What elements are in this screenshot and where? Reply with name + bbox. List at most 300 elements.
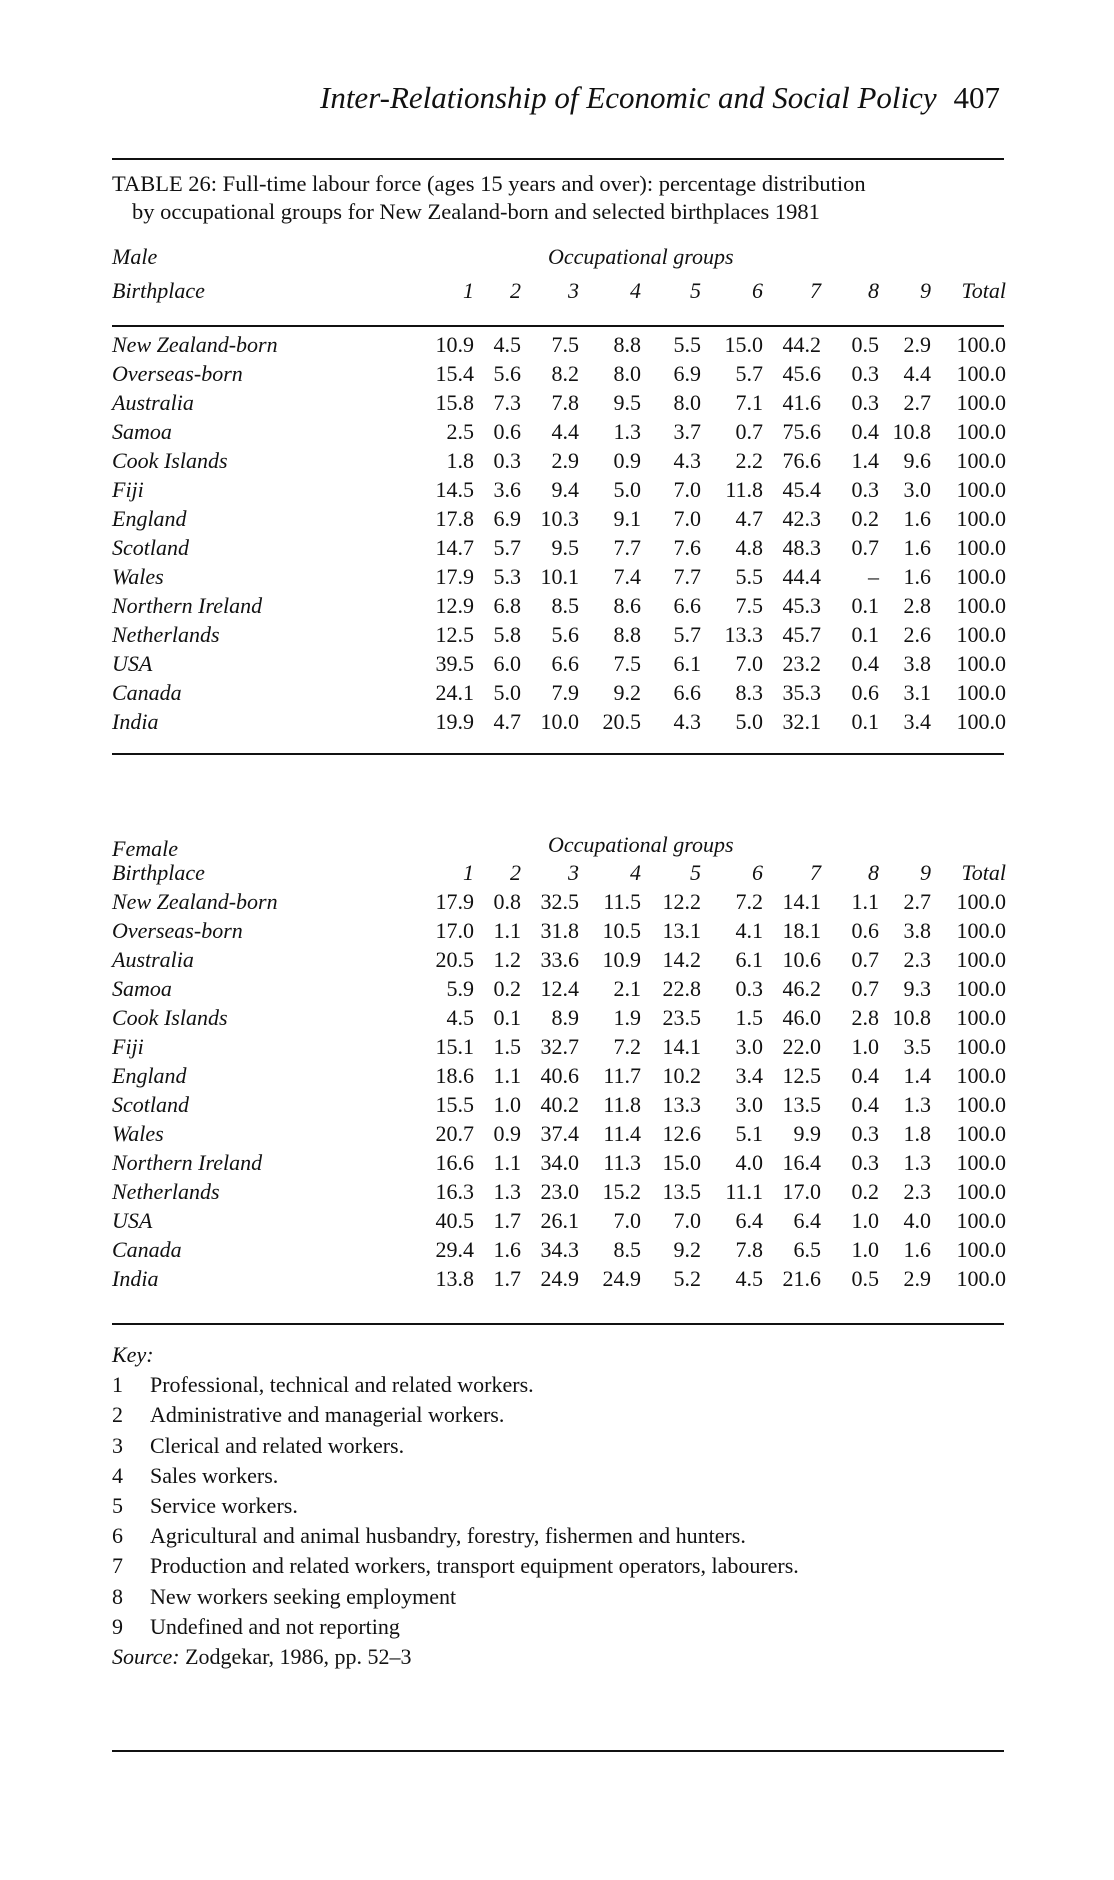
source-label: Source: bbox=[112, 1644, 180, 1670]
table-row bbox=[112, 1264, 1006, 1293]
key-item bbox=[112, 1521, 1004, 1551]
value-cell: 100.0 bbox=[956, 888, 1006, 914]
value-cell: 12.6 bbox=[662, 1120, 701, 1146]
value-cell: 100.0 bbox=[956, 917, 1006, 943]
value-cell: 1.3 bbox=[493, 1178, 521, 1204]
birthplace-column-header: Birthplace bbox=[112, 277, 205, 303]
value-cell: 7.0 bbox=[613, 1207, 641, 1233]
birthplace-cell: Wales bbox=[112, 1120, 164, 1146]
value-cell: 17.0 bbox=[782, 1178, 821, 1204]
value-cell: 0.2 bbox=[851, 1178, 879, 1204]
value-cell: 100.0 bbox=[956, 1091, 1006, 1117]
value-cell: 10.1 bbox=[540, 563, 579, 589]
value-cell: 8.5 bbox=[551, 592, 579, 618]
value-cell: 13.1 bbox=[662, 917, 701, 943]
column-header-5: 5 bbox=[690, 277, 701, 303]
value-cell: 6.9 bbox=[493, 505, 521, 531]
value-cell: 7.3 bbox=[493, 389, 521, 415]
value-cell: 4.4 bbox=[551, 418, 579, 444]
column-header-2: 2 bbox=[510, 859, 521, 885]
table-row bbox=[112, 591, 1006, 620]
birthplace-cell: USA bbox=[112, 1207, 153, 1233]
value-cell: 0.4 bbox=[851, 650, 879, 676]
value-cell: 3.0 bbox=[735, 1091, 763, 1117]
value-cell: 8.8 bbox=[613, 331, 641, 357]
value-cell: 0.4 bbox=[851, 418, 879, 444]
value-cell: 0.3 bbox=[493, 447, 521, 473]
value-cell: 5.0 bbox=[735, 708, 763, 734]
birthplace-cell: Canada bbox=[112, 679, 182, 705]
value-cell: 15.2 bbox=[602, 1178, 641, 1204]
male-column-header-row bbox=[112, 276, 1006, 305]
male-table bbox=[112, 276, 1006, 736]
value-cell: 2.7 bbox=[903, 888, 931, 914]
value-cell: 9.2 bbox=[613, 679, 641, 705]
value-cell: 44.2 bbox=[782, 331, 821, 357]
value-cell: 1.3 bbox=[903, 1091, 931, 1117]
birthplace-cell: USA bbox=[112, 650, 153, 676]
value-cell: 15.0 bbox=[724, 331, 763, 357]
key-item-text: Clerical and related workers. bbox=[150, 1432, 405, 1458]
value-cell: 46.0 bbox=[782, 1004, 821, 1030]
value-cell: 24.1 bbox=[435, 679, 474, 705]
column-header-9: 9 bbox=[920, 277, 931, 303]
value-cell: 18.6 bbox=[435, 1062, 474, 1088]
value-cell: 13.5 bbox=[782, 1091, 821, 1117]
birthplace-cell: Samoa bbox=[112, 975, 172, 1001]
value-cell: 7.1 bbox=[735, 389, 763, 415]
key-item bbox=[112, 1551, 1004, 1581]
value-cell: 0.2 bbox=[851, 505, 879, 531]
table-row bbox=[112, 1177, 1006, 1206]
value-cell: 11.7 bbox=[603, 1062, 641, 1088]
value-cell: 3.0 bbox=[903, 476, 931, 502]
key-item-number: 7 bbox=[112, 1553, 123, 1579]
value-cell: 2.9 bbox=[551, 447, 579, 473]
birthplace-cell: Canada bbox=[112, 1236, 182, 1262]
column-header-7: 7 bbox=[810, 859, 821, 885]
value-cell: 9.4 bbox=[551, 476, 579, 502]
birthplace-cell: Scotland bbox=[112, 534, 189, 560]
key-items bbox=[112, 1370, 1004, 1642]
value-cell: 8.6 bbox=[613, 592, 641, 618]
value-cell: 17.0 bbox=[435, 917, 474, 943]
table-row bbox=[112, 1061, 1006, 1090]
value-cell: 32.7 bbox=[540, 1033, 579, 1059]
birthplace-cell: Australia bbox=[112, 389, 194, 415]
table-row bbox=[112, 678, 1006, 707]
value-cell: 11.8 bbox=[725, 476, 763, 502]
value-cell: 1.1 bbox=[493, 917, 521, 943]
value-cell: 4.4 bbox=[903, 360, 931, 386]
value-cell: 1.0 bbox=[493, 1091, 521, 1117]
value-cell: 1.6 bbox=[903, 534, 931, 560]
value-cell: 100.0 bbox=[956, 447, 1006, 473]
value-cell: 46.2 bbox=[782, 975, 821, 1001]
value-cell: 15.5 bbox=[435, 1091, 474, 1117]
birthplace-cell: Overseas-born bbox=[112, 917, 243, 943]
value-cell: 9.5 bbox=[613, 389, 641, 415]
birthplace-cell: Cook Islands bbox=[112, 447, 228, 473]
value-cell: 1.9 bbox=[613, 1004, 641, 1030]
table-row bbox=[112, 916, 1006, 945]
value-cell: 7.7 bbox=[673, 563, 701, 589]
value-cell: 13.3 bbox=[662, 1091, 701, 1117]
table-row bbox=[112, 504, 1006, 533]
key-item bbox=[112, 1582, 1004, 1612]
value-cell: 14.1 bbox=[662, 1033, 701, 1059]
value-cell: 1.1 bbox=[493, 1149, 521, 1175]
value-cell: 5.5 bbox=[673, 331, 701, 357]
value-cell: 1.2 bbox=[493, 946, 521, 972]
value-cell: 100.0 bbox=[956, 1207, 1006, 1233]
value-cell: 10.5 bbox=[602, 917, 641, 943]
key-item-text: Service workers. bbox=[150, 1493, 298, 1519]
value-cell: 0.3 bbox=[851, 1120, 879, 1146]
key-item bbox=[112, 1370, 1004, 1400]
female-occupational-groups-label: Occupational groups bbox=[548, 832, 734, 857]
birthplace-cell: New Zealand-born bbox=[112, 331, 278, 357]
value-cell: 32.5 bbox=[540, 888, 579, 914]
column-header-2: 2 bbox=[510, 277, 521, 303]
value-cell: 11.4 bbox=[603, 1120, 641, 1146]
key-item-text: New workers seeking employment bbox=[150, 1583, 457, 1609]
value-cell: 8.0 bbox=[613, 360, 641, 386]
key-item-number: 1 bbox=[112, 1372, 123, 1398]
value-cell: 7.5 bbox=[613, 650, 641, 676]
value-cell: 2.1 bbox=[613, 975, 641, 1001]
value-cell: 11.5 bbox=[603, 888, 641, 914]
value-cell: 4.0 bbox=[903, 1207, 931, 1233]
value-cell: 6.6 bbox=[673, 679, 701, 705]
value-cell: 13.3 bbox=[724, 621, 763, 647]
value-cell: 5.6 bbox=[493, 360, 521, 386]
value-cell: 14.5 bbox=[435, 476, 474, 502]
value-cell: – bbox=[868, 563, 879, 589]
value-cell: 9.3 bbox=[903, 975, 931, 1001]
female-table bbox=[112, 858, 1006, 1293]
birthplace-column-header: Birthplace bbox=[112, 859, 205, 885]
value-cell: 22.0 bbox=[782, 1033, 821, 1059]
value-cell: 0.1 bbox=[493, 1004, 521, 1030]
value-cell: 23.2 bbox=[782, 650, 821, 676]
value-cell: 5.5 bbox=[735, 563, 763, 589]
value-cell: 32.1 bbox=[782, 708, 821, 734]
value-cell: 4.8 bbox=[735, 534, 763, 560]
top-rule bbox=[112, 158, 1004, 160]
value-cell: 0.5 bbox=[851, 1265, 879, 1291]
table-row bbox=[112, 330, 1006, 359]
birthplace-cell: Netherlands bbox=[112, 621, 220, 647]
value-cell: 26.1 bbox=[540, 1207, 579, 1233]
value-cell: 100.0 bbox=[956, 476, 1006, 502]
value-cell: 100.0 bbox=[956, 1033, 1006, 1059]
birthplace-cell: New Zealand-born bbox=[112, 888, 278, 914]
table-row bbox=[112, 533, 1006, 562]
birthplace-cell: Cook Islands bbox=[112, 1004, 228, 1030]
table-row bbox=[112, 707, 1006, 736]
key-item bbox=[112, 1461, 1004, 1491]
value-cell: 5.6 bbox=[551, 621, 579, 647]
bottom-rule bbox=[112, 1750, 1004, 1752]
birthplace-cell: Scotland bbox=[112, 1091, 189, 1117]
value-cell: 5.8 bbox=[493, 621, 521, 647]
column-header-total: Total bbox=[961, 859, 1006, 885]
key-title: Key: bbox=[112, 1342, 154, 1367]
value-cell: 44.4 bbox=[782, 563, 821, 589]
column-header-1: 1 bbox=[463, 859, 474, 885]
birthplace-cell: Australia bbox=[112, 946, 194, 972]
male-header-rule bbox=[112, 325, 1004, 327]
key-item-number: 5 bbox=[112, 1493, 123, 1519]
value-cell: 24.9 bbox=[540, 1265, 579, 1291]
value-cell: 100.0 bbox=[956, 1120, 1006, 1146]
value-cell: 40.5 bbox=[435, 1207, 474, 1233]
value-cell: 3.6 bbox=[493, 476, 521, 502]
value-cell: 1.1 bbox=[493, 1062, 521, 1088]
column-header-3: 3 bbox=[568, 859, 579, 885]
value-cell: 2.8 bbox=[851, 1004, 879, 1030]
value-cell: 8.3 bbox=[735, 679, 763, 705]
value-cell: 1.0 bbox=[851, 1236, 879, 1262]
value-cell: 34.0 bbox=[540, 1149, 579, 1175]
table-row bbox=[112, 1090, 1006, 1119]
value-cell: 2.5 bbox=[446, 418, 474, 444]
value-cell: 19.9 bbox=[435, 708, 474, 734]
value-cell: 11.3 bbox=[603, 1149, 641, 1175]
value-cell: 0.7 bbox=[851, 946, 879, 972]
value-cell: 10.8 bbox=[892, 1004, 931, 1030]
column-header-4: 4 bbox=[630, 277, 641, 303]
value-cell: 2.7 bbox=[903, 389, 931, 415]
value-cell: 1.8 bbox=[903, 1120, 931, 1146]
value-cell: 6.1 bbox=[735, 946, 763, 972]
value-cell: 11.1 bbox=[725, 1178, 763, 1204]
value-cell: 0.8 bbox=[493, 888, 521, 914]
key-item-number: 9 bbox=[112, 1613, 123, 1639]
value-cell: 5.1 bbox=[735, 1120, 763, 1146]
value-cell: 8.8 bbox=[613, 621, 641, 647]
key-item-number: 4 bbox=[112, 1462, 123, 1488]
value-cell: 100.0 bbox=[956, 650, 1006, 676]
value-cell: 0.6 bbox=[493, 418, 521, 444]
value-cell: 0.3 bbox=[851, 476, 879, 502]
value-cell: 1.5 bbox=[735, 1004, 763, 1030]
value-cell: 7.5 bbox=[551, 331, 579, 357]
value-cell: 0.3 bbox=[851, 360, 879, 386]
birthplace-cell: Wales bbox=[112, 563, 164, 589]
value-cell: 8.9 bbox=[551, 1004, 579, 1030]
value-cell: 1.5 bbox=[493, 1033, 521, 1059]
value-cell: 13.5 bbox=[662, 1178, 701, 1204]
caption-line-1: TABLE 26: Full-time labour force (ages 15 years and over): percentage distribution bbox=[112, 171, 866, 196]
value-cell: 0.3 bbox=[851, 389, 879, 415]
value-cell: 0.4 bbox=[851, 1062, 879, 1088]
value-cell: 12.4 bbox=[540, 975, 579, 1001]
value-cell: 0.2 bbox=[493, 975, 521, 1001]
value-cell: 20.5 bbox=[602, 708, 641, 734]
value-cell: 100.0 bbox=[956, 563, 1006, 589]
value-cell: 33.6 bbox=[540, 946, 579, 972]
value-cell: 4.7 bbox=[735, 505, 763, 531]
table-row bbox=[112, 446, 1006, 475]
value-cell: 6.6 bbox=[551, 650, 579, 676]
value-cell: 1.3 bbox=[903, 1149, 931, 1175]
table-row bbox=[112, 620, 1006, 649]
caption-line-2: by occupational groups for New Zealand-born and selected birthplaces 1981 bbox=[132, 199, 820, 224]
key-item bbox=[112, 1491, 1004, 1521]
value-cell: 9.9 bbox=[793, 1120, 821, 1146]
value-cell: 100.0 bbox=[956, 331, 1006, 357]
value-cell: 17.9 bbox=[435, 888, 474, 914]
value-cell: 14.1 bbox=[782, 888, 821, 914]
value-cell: 0.3 bbox=[851, 1149, 879, 1175]
value-cell: 100.0 bbox=[956, 534, 1006, 560]
value-cell: 100.0 bbox=[956, 360, 1006, 386]
value-cell: 3.8 bbox=[903, 650, 931, 676]
value-cell: 5.0 bbox=[493, 679, 521, 705]
table-row bbox=[112, 388, 1006, 417]
value-cell: 4.7 bbox=[493, 708, 521, 734]
table-row bbox=[112, 562, 1006, 591]
value-cell: 7.4 bbox=[613, 563, 641, 589]
value-cell: 12.5 bbox=[435, 621, 474, 647]
table-row bbox=[112, 1206, 1006, 1235]
value-cell: 1.7 bbox=[493, 1265, 521, 1291]
value-cell: 1.8 bbox=[446, 447, 474, 473]
value-cell: 40.6 bbox=[540, 1062, 579, 1088]
value-cell: 10.9 bbox=[602, 946, 641, 972]
value-cell: 100.0 bbox=[956, 505, 1006, 531]
value-cell: 100.0 bbox=[956, 389, 1006, 415]
value-cell: 7.6 bbox=[673, 534, 701, 560]
key-item-text: Sales workers. bbox=[150, 1462, 279, 1488]
table-row bbox=[112, 1003, 1006, 1032]
value-cell: 7.8 bbox=[735, 1236, 763, 1262]
value-cell: 2.2 bbox=[735, 447, 763, 473]
value-cell: 3.5 bbox=[903, 1033, 931, 1059]
value-cell: 10.9 bbox=[435, 331, 474, 357]
value-cell: 5.2 bbox=[673, 1265, 701, 1291]
male-label: Male bbox=[112, 244, 158, 269]
value-cell: 2.8 bbox=[903, 592, 931, 618]
key-item-text: Production and related workers, transport equipment operators, labourers. bbox=[150, 1553, 799, 1579]
value-cell: 1.3 bbox=[613, 418, 641, 444]
value-cell: 15.8 bbox=[435, 389, 474, 415]
value-cell: 100.0 bbox=[956, 592, 1006, 618]
value-cell: 0.9 bbox=[493, 1120, 521, 1146]
value-cell: 2.3 bbox=[903, 946, 931, 972]
key-section bbox=[112, 1340, 1004, 1672]
value-cell: 0.7 bbox=[851, 534, 879, 560]
source-text: Zodgekar, 1986, pp. 52–3 bbox=[185, 1644, 412, 1670]
value-cell: 100.0 bbox=[956, 1062, 1006, 1088]
value-cell: 4.5 bbox=[493, 331, 521, 357]
birthplace-cell: Northern Ireland bbox=[112, 592, 263, 618]
value-cell: 8.5 bbox=[613, 1236, 641, 1262]
column-header-6: 6 bbox=[752, 277, 763, 303]
value-cell: 6.6 bbox=[673, 592, 701, 618]
value-cell: 10.2 bbox=[662, 1062, 701, 1088]
value-cell: 10.0 bbox=[540, 708, 579, 734]
value-cell: 1.6 bbox=[903, 1236, 931, 1262]
value-cell: 6.4 bbox=[793, 1207, 821, 1233]
value-cell: 4.5 bbox=[735, 1265, 763, 1291]
value-cell: 0.1 bbox=[851, 708, 879, 734]
value-cell: 7.2 bbox=[613, 1033, 641, 1059]
value-cell: 3.8 bbox=[903, 917, 931, 943]
value-cell: 4.5 bbox=[446, 1004, 474, 1030]
value-cell: 3.4 bbox=[903, 708, 931, 734]
column-header-1: 1 bbox=[463, 277, 474, 303]
female-column-header-row bbox=[112, 858, 1006, 887]
value-cell: 18.1 bbox=[782, 917, 821, 943]
female-bottom-rule bbox=[112, 1323, 1004, 1325]
table-row bbox=[112, 945, 1006, 974]
value-cell: 7.8 bbox=[551, 389, 579, 415]
value-cell: 2.9 bbox=[903, 1265, 931, 1291]
key-item bbox=[112, 1612, 1004, 1642]
value-cell: 100.0 bbox=[956, 1149, 1006, 1175]
key-item-text: Undefined and not reporting bbox=[150, 1613, 400, 1639]
birthplace-cell: Northern Ireland bbox=[112, 1149, 263, 1175]
value-cell: 2.9 bbox=[903, 331, 931, 357]
value-cell: 5.7 bbox=[493, 534, 521, 560]
column-header-3: 3 bbox=[568, 277, 579, 303]
source-line bbox=[112, 1642, 1004, 1672]
value-cell: 1.6 bbox=[903, 505, 931, 531]
value-cell: 45.3 bbox=[782, 592, 821, 618]
key-item-number: 6 bbox=[112, 1523, 123, 1549]
value-cell: 6.1 bbox=[673, 650, 701, 676]
value-cell: 100.0 bbox=[956, 975, 1006, 1001]
birthplace-cell: Fiji bbox=[112, 476, 144, 502]
value-cell: 10.8 bbox=[892, 418, 931, 444]
value-cell: 1.0 bbox=[851, 1033, 879, 1059]
value-cell: 0.4 bbox=[851, 1091, 879, 1117]
birthplace-cell: England bbox=[112, 1062, 187, 1088]
value-cell: 100.0 bbox=[956, 708, 1006, 734]
value-cell: 29.4 bbox=[435, 1236, 474, 1262]
value-cell: 5.0 bbox=[613, 476, 641, 502]
value-cell: 22.8 bbox=[662, 975, 701, 1001]
value-cell: 9.2 bbox=[673, 1236, 701, 1262]
value-cell: 8.0 bbox=[673, 389, 701, 415]
value-cell: 39.5 bbox=[435, 650, 474, 676]
table-row bbox=[112, 1119, 1006, 1148]
column-header-8: 8 bbox=[868, 277, 879, 303]
value-cell: 11.8 bbox=[603, 1091, 641, 1117]
value-cell: 16.4 bbox=[782, 1149, 821, 1175]
value-cell: 100.0 bbox=[956, 1265, 1006, 1291]
value-cell: 31.8 bbox=[540, 917, 579, 943]
value-cell: 0.7 bbox=[735, 418, 763, 444]
value-cell: 0.3 bbox=[735, 975, 763, 1001]
key-item-number: 3 bbox=[112, 1432, 123, 1458]
value-cell: 20.5 bbox=[435, 946, 474, 972]
value-cell: 2.3 bbox=[903, 1178, 931, 1204]
value-cell: 7.0 bbox=[673, 505, 701, 531]
value-cell: 1.1 bbox=[851, 888, 879, 914]
column-header-6: 6 bbox=[752, 859, 763, 885]
table-row bbox=[112, 417, 1006, 446]
value-cell: 100.0 bbox=[956, 1178, 1006, 1204]
value-cell: 100.0 bbox=[956, 946, 1006, 972]
key-item-text: Agricultural and animal husbandry, forestry, fishermen and hunters. bbox=[150, 1523, 746, 1549]
value-cell: 14.7 bbox=[435, 534, 474, 560]
value-cell: 4.0 bbox=[735, 1149, 763, 1175]
birthplace-cell: India bbox=[112, 1265, 159, 1291]
